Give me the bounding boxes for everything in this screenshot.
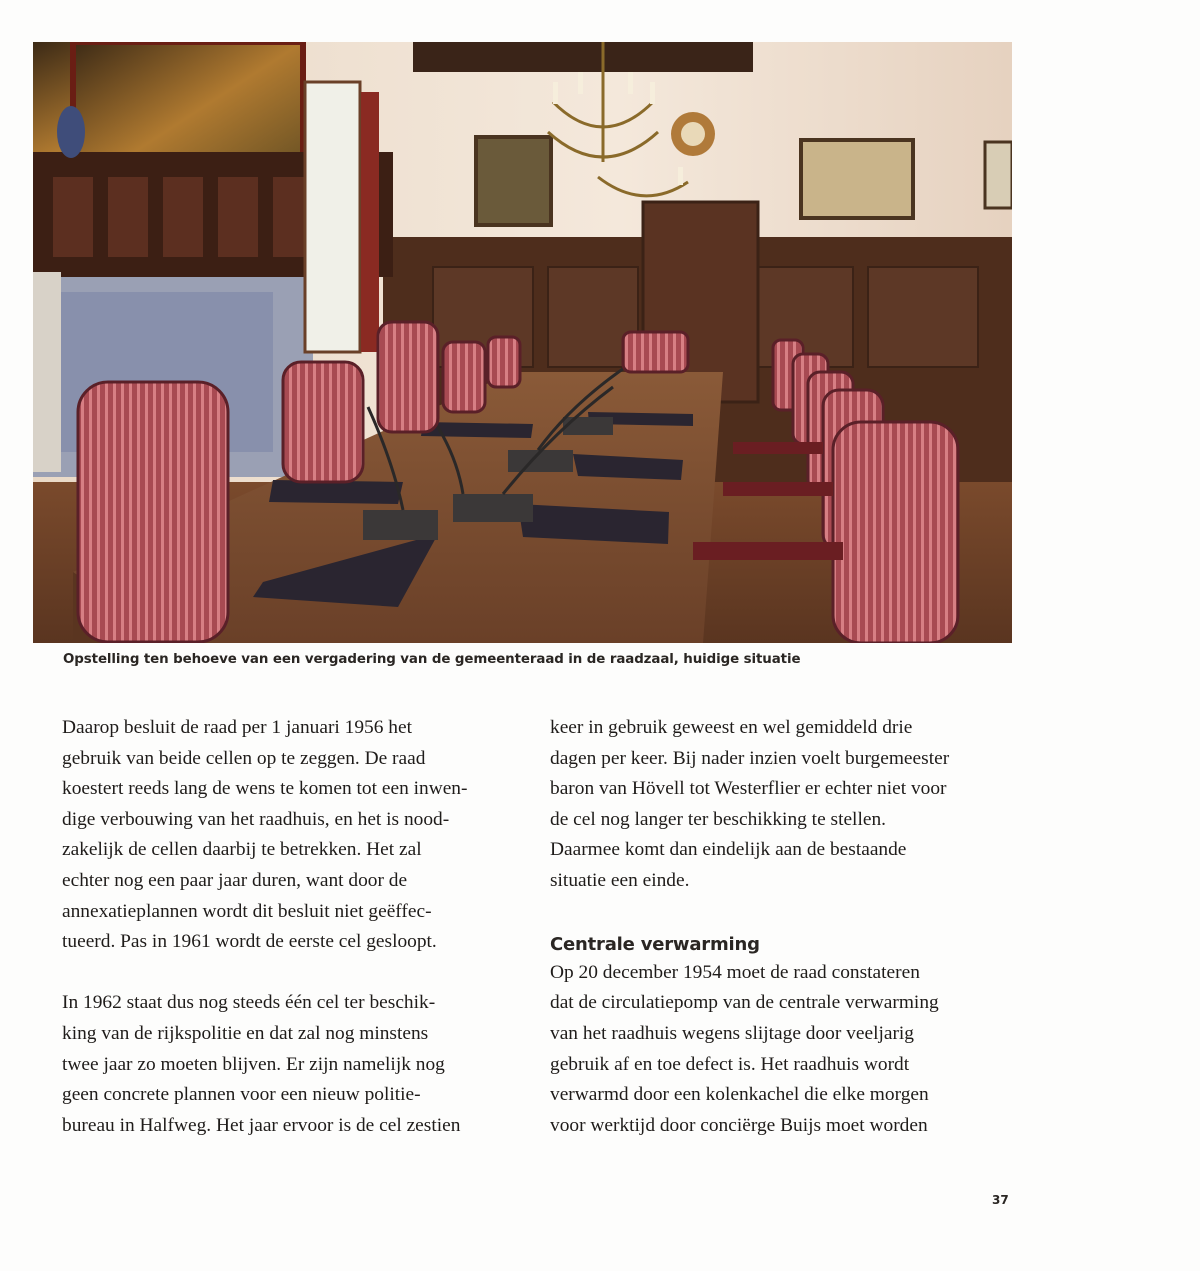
text-line: verwarmd door een kolenkachel die elke morgen xyxy=(550,1084,929,1106)
text-line: Daarmee komt dan eindelijk aan de bestaande xyxy=(550,839,907,861)
text-line: situatie een einde. xyxy=(550,869,690,891)
text-line: Daarop besluit de raad per 1 januari 1956 het xyxy=(62,717,412,738)
text-line: gebruik van beide cellen op te zeggen. De raad xyxy=(62,747,426,769)
text-line: zakelijk de cellen daarbij te betrekken. Het zal xyxy=(62,839,422,861)
text-line: annexatieplannen wordt dit besluit niet geëffec- xyxy=(62,900,432,922)
text-line: Op 20 december 1954 moet de raad constateren xyxy=(550,961,920,983)
text-line: gebruik af en toe defect is. Het raadhuis wordt xyxy=(550,1053,910,1075)
paragraph-1 xyxy=(62,713,532,958)
page-number: 37 xyxy=(992,1193,1009,1207)
left-column xyxy=(62,713,532,1141)
text-line: de cel nog langer ter beschikking te stellen. xyxy=(550,808,886,830)
text-line: bureau in Halfweg. Het jaar ervoor is de cel zestien xyxy=(62,1114,461,1136)
photo-illustration xyxy=(33,42,1012,643)
text-line: van het raadhuis wegens slijtage door veeljarig xyxy=(550,1022,914,1044)
text-line: koestert reeds lang de wens te komen tot een inwen- xyxy=(62,778,468,800)
text-line: keer in gebruik geweest en wel gemiddeld drie xyxy=(550,717,913,738)
text-line: tueerd. Pas in 1961 wordt de eerste cel gesloopt. xyxy=(62,931,437,953)
text-line: In 1962 staat dus nog steeds één cel ter beschik- xyxy=(62,992,436,1014)
paragraph-3 xyxy=(550,713,1020,897)
paragraph-2 xyxy=(62,988,532,1141)
text-line: dagen per keer. Bij nader inzien voelt burgemeester xyxy=(550,747,950,769)
text-line: twee jaar zo moeten blijven. Er zijn namelijk nog xyxy=(62,1053,445,1075)
right-column xyxy=(550,713,1020,1141)
council-chamber-photo xyxy=(33,42,1012,643)
text-line: baron van Hövell tot Westerflier er echter niet voor xyxy=(550,778,947,800)
section-heading: Centrale verwarming xyxy=(550,934,760,956)
text-line: voor werktijd door conciërge Buijs moet worden xyxy=(550,1114,928,1136)
paragraph-4 xyxy=(550,958,1020,1142)
text-line: dige verbouwing van het raadhuis, en het is nood- xyxy=(62,808,450,830)
text-line: echter nog een paar jaar duren, want door de xyxy=(62,869,408,891)
text-line: king van de rijkspolitie en dat zal nog minstens xyxy=(62,1022,429,1044)
photo-caption: Opstelling ten behoeve van een vergadering van de gemeenteraad in de raadzaal, huidige situatie xyxy=(63,652,801,667)
text-line: dat de circulatiepomp van de centrale verwarming xyxy=(550,992,939,1014)
text-line: geen concrete plannen voor een nieuw politie- xyxy=(62,1084,421,1106)
